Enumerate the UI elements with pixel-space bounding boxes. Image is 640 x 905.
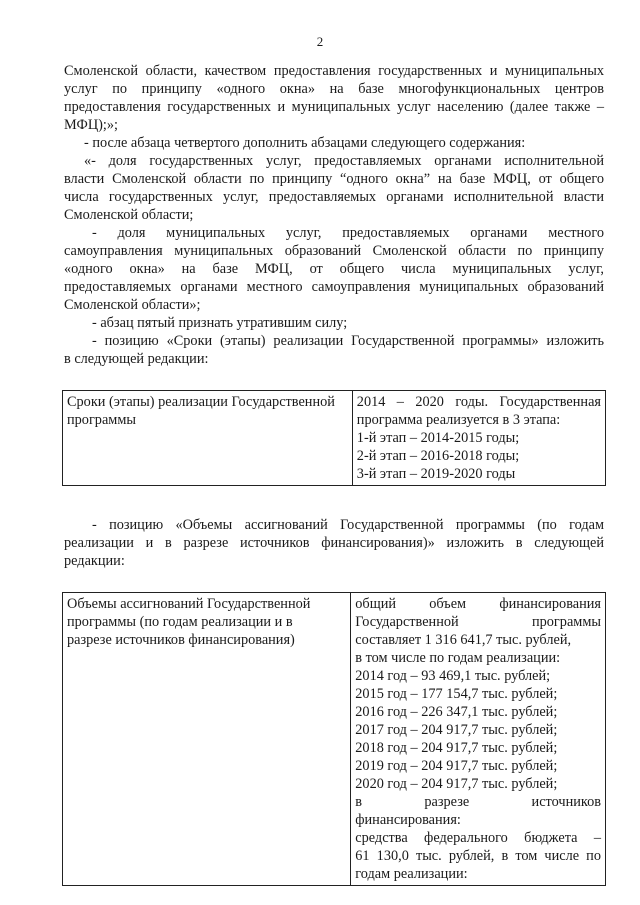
text-line: - позицию «Объемы ассигнований Государственной программы (по годам (92, 517, 604, 533)
text-line: Смоленской области; (64, 207, 194, 223)
text-line: «- доля государственных услуг, предоставляемых органами исполнительной (84, 153, 604, 169)
terms-table (62, 390, 606, 486)
text-line: Смоленской области»; (64, 297, 201, 313)
text-line: числа государственных услуг, предоставляемых органами исполнительной власти (64, 189, 604, 205)
text-line: реализации и в разрезе источников финансирования)» изложить в следующей (64, 535, 604, 551)
text-line: 3-й этап – 2019-2020 годы (356, 466, 516, 482)
text-line: в разрезе источников (355, 794, 601, 810)
text-line: Сроки (этапы) реализации Государственной (67, 394, 335, 410)
text-line: 2014 год – 93 469,1 тыс. рублей; (355, 668, 551, 684)
page-number: 2 (316, 34, 324, 49)
text-line: средства федерального бюджета – (355, 830, 601, 846)
terms-value-cell (352, 391, 605, 486)
text-line: 2018 год – 204 917,7 тыс. рублей; (355, 740, 558, 756)
paragraph-add-after-fourth: - после абзаца четвертого дополнить абзацами следующего содержания: (84, 135, 526, 151)
text-line: услуг по принципу «одного окна» на базе многофункциональных центров (64, 81, 604, 97)
text-line: 2014 – 2020 годы. Государственная (356, 394, 601, 410)
funding-label-cell (63, 593, 351, 886)
table-row (63, 593, 606, 886)
text-line: программы (67, 412, 137, 428)
text-line: 2016 год – 226 347,1 тыс. рублей; (355, 704, 558, 720)
table-row (63, 391, 606, 486)
paragraph-state-services-share (64, 152, 604, 224)
text-line: «одного окна» на базе МФЦ, от общего числа муниципальных услуг, (64, 261, 604, 277)
text-line: финансирования: (355, 812, 461, 828)
text-line: 1-й этап – 2014-2015 годы; (356, 430, 520, 446)
text-line: - доля муниципальных услуг, предоставляемых органами местного (92, 225, 604, 241)
text-line: программы (по годам реализации и в (67, 614, 293, 630)
text-line: в том числе по годам реализации: (355, 650, 561, 666)
paragraph-municipal-services-share (64, 224, 604, 314)
text-line: разрезе источников финансирования) (67, 632, 295, 648)
text-line: самоуправления муниципальных образований Смоленской области по принципу (64, 243, 604, 259)
text-line: общий объем финансирования (355, 596, 601, 612)
document-body (64, 62, 604, 886)
text-line: предоставления государственных и муниципальных услуг населению (далее также – (64, 99, 604, 115)
paragraph-terms-position (64, 332, 604, 368)
text-line: МФЦ);»; (64, 117, 118, 133)
paragraph-mfc-definition (64, 62, 604, 134)
text-line: программа реализуется в 3 этапа: (356, 412, 561, 428)
funding-table (62, 592, 606, 886)
terms-label-cell (63, 391, 353, 486)
text-line: власти Смоленской области по принципу “одного окна” на базе МФЦ, от общего (64, 171, 604, 187)
text-line: 2019 год – 204 917,7 тыс. рублей; (355, 758, 558, 774)
text-line: 2017 год – 204 917,7 тыс. рублей; (355, 722, 558, 738)
text-line: 2015 год – 177 154,7 тыс. рублей; (355, 686, 558, 702)
funding-value-cell (351, 593, 606, 886)
paragraph-fifth-invalid: - абзац пятый признать утратившим силу; (92, 315, 348, 331)
text-line: Смоленской области, качеством предоставления государственных и муниципальных (64, 63, 604, 79)
text-line: 2020 год – 204 917,7 тыс. рублей; (355, 776, 558, 792)
text-line: предоставляемых органами местного самоуправления муниципальных образований (64, 279, 604, 295)
text-line: годам реализации: (355, 866, 468, 882)
text-line: в следующей редакции: (64, 351, 209, 367)
paragraph-funding-position (64, 516, 604, 570)
text-line: 61 130,0 тыс. рублей, в том числе по (355, 848, 601, 864)
text-line: 2-й этап – 2016-2018 годы; (356, 448, 520, 464)
text-line: составляет 1 316 641,7 тыс. рублей, (355, 632, 572, 648)
text-line: Объемы ассигнований Государственной (67, 596, 311, 612)
text-line: Государственной программы (355, 614, 601, 630)
text-line: редакции: (64, 553, 125, 569)
text-line: - позицию «Сроки (этапы) реализации Государственной программы» изложить (92, 333, 604, 349)
